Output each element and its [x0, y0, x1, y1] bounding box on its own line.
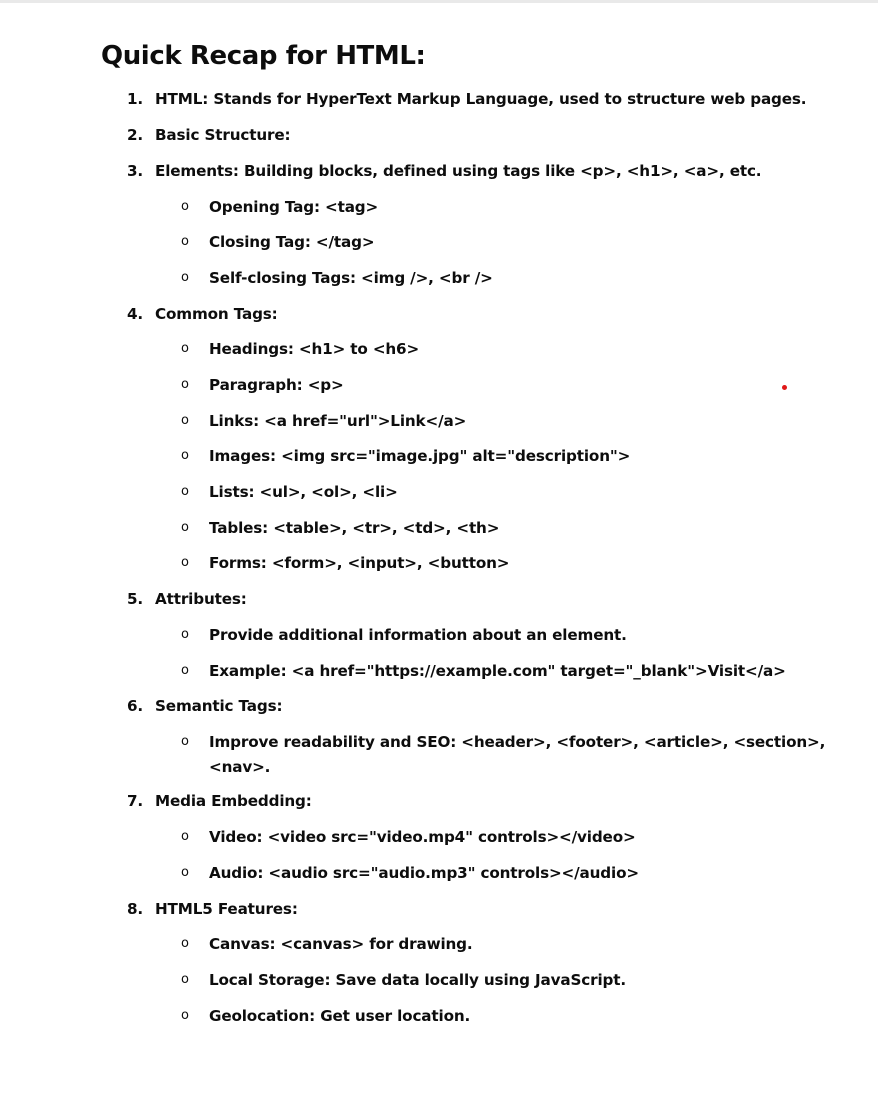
sub-list-item-text: Example: <a href="https://example.com" target="_blank">Visit</a>: [209, 662, 786, 680]
circle-bullet-icon: o: [181, 972, 189, 987]
list-number: 8.: [127, 900, 144, 918]
list-item-text: HTML5 Features:: [155, 900, 298, 918]
sub-list-item-text: Self-closing Tags: <img />, <br />: [209, 269, 493, 287]
circle-bullet-icon: o: [181, 627, 189, 642]
sub-list-item-text: Closing Tag: </tag>: [209, 233, 375, 251]
sub-list-item-text: Links: <a href="url">Link</a>: [209, 412, 467, 430]
list-number: 4.: [127, 305, 144, 323]
circle-bullet-icon: o: [181, 555, 189, 570]
list-item-text: HTML: Stands for HyperText Markup Language, used to structure web pages.: [155, 90, 807, 108]
circle-bullet-icon: o: [181, 234, 189, 249]
list-item-text: Semantic Tags:: [155, 697, 283, 715]
list-item-text: Attributes:: [155, 590, 247, 608]
page-title: Quick Recap for HTML:: [101, 41, 426, 71]
sub-list-item-text: <nav>.: [209, 758, 271, 776]
sub-list-item-text: Canvas: <canvas> for drawing.: [209, 935, 473, 953]
sub-list-item-text: Local Storage: Save data locally using JavaScript.: [209, 971, 626, 989]
list-item-text: Media Embedding:: [155, 792, 312, 810]
list-number: 7.: [127, 792, 144, 810]
list-number: 1.: [127, 90, 144, 108]
circle-bullet-icon: o: [181, 199, 189, 214]
list-number: 3.: [127, 162, 144, 180]
circle-bullet-icon: o: [181, 865, 189, 880]
sub-list-item-text: Forms: <form>, <input>, <button>: [209, 554, 510, 572]
circle-bullet-icon: o: [181, 663, 189, 678]
sub-list-item-text: Opening Tag: <tag>: [209, 198, 379, 216]
sub-list-item-text: Headings: <h1> to <h6>: [209, 340, 420, 358]
circle-bullet-icon: o: [181, 270, 189, 285]
sub-list-item-text: Audio: <audio src="audio.mp3" controls></audio>: [209, 864, 639, 882]
circle-bullet-icon: o: [181, 734, 189, 749]
circle-bullet-icon: o: [181, 1008, 189, 1023]
circle-bullet-icon: o: [181, 829, 189, 844]
circle-bullet-icon: o: [181, 936, 189, 951]
sub-list-item-text: Paragraph: <p>: [209, 376, 344, 394]
list-item-text: Elements: Building blocks, defined using tags like <p>, <h1>, <a>, etc.: [155, 162, 762, 180]
list-number: 6.: [127, 697, 144, 715]
circle-bullet-icon: o: [181, 520, 189, 535]
sub-list-item-text: Images: <img src="image.jpg" alt="description">: [209, 447, 631, 465]
red-marker-dot: [782, 385, 787, 390]
circle-bullet-icon: o: [181, 377, 189, 392]
sub-list-item-text: Tables: <table>, <tr>, <td>, <th>: [209, 519, 500, 537]
sub-list-item-text: Improve readability and SEO: <header>, <footer>, <article>, <section>,: [209, 733, 826, 751]
circle-bullet-icon: o: [181, 413, 189, 428]
list-number: 2.: [127, 126, 144, 144]
circle-bullet-icon: o: [181, 484, 189, 499]
list-number: 5.: [127, 590, 144, 608]
sub-list-item-text: Provide additional information about an element.: [209, 626, 627, 644]
list-item-text: Common Tags:: [155, 305, 278, 323]
list-item-text: Basic Structure:: [155, 126, 291, 144]
sub-list-item-text: Geolocation: Get user location.: [209, 1007, 471, 1025]
sub-list-item-text: Lists: <ul>, <ol>, <li>: [209, 483, 398, 501]
circle-bullet-icon: o: [181, 341, 189, 356]
circle-bullet-icon: o: [181, 448, 189, 463]
sub-list-item-text: Video: <video src="video.mp4" controls></video>: [209, 828, 636, 846]
